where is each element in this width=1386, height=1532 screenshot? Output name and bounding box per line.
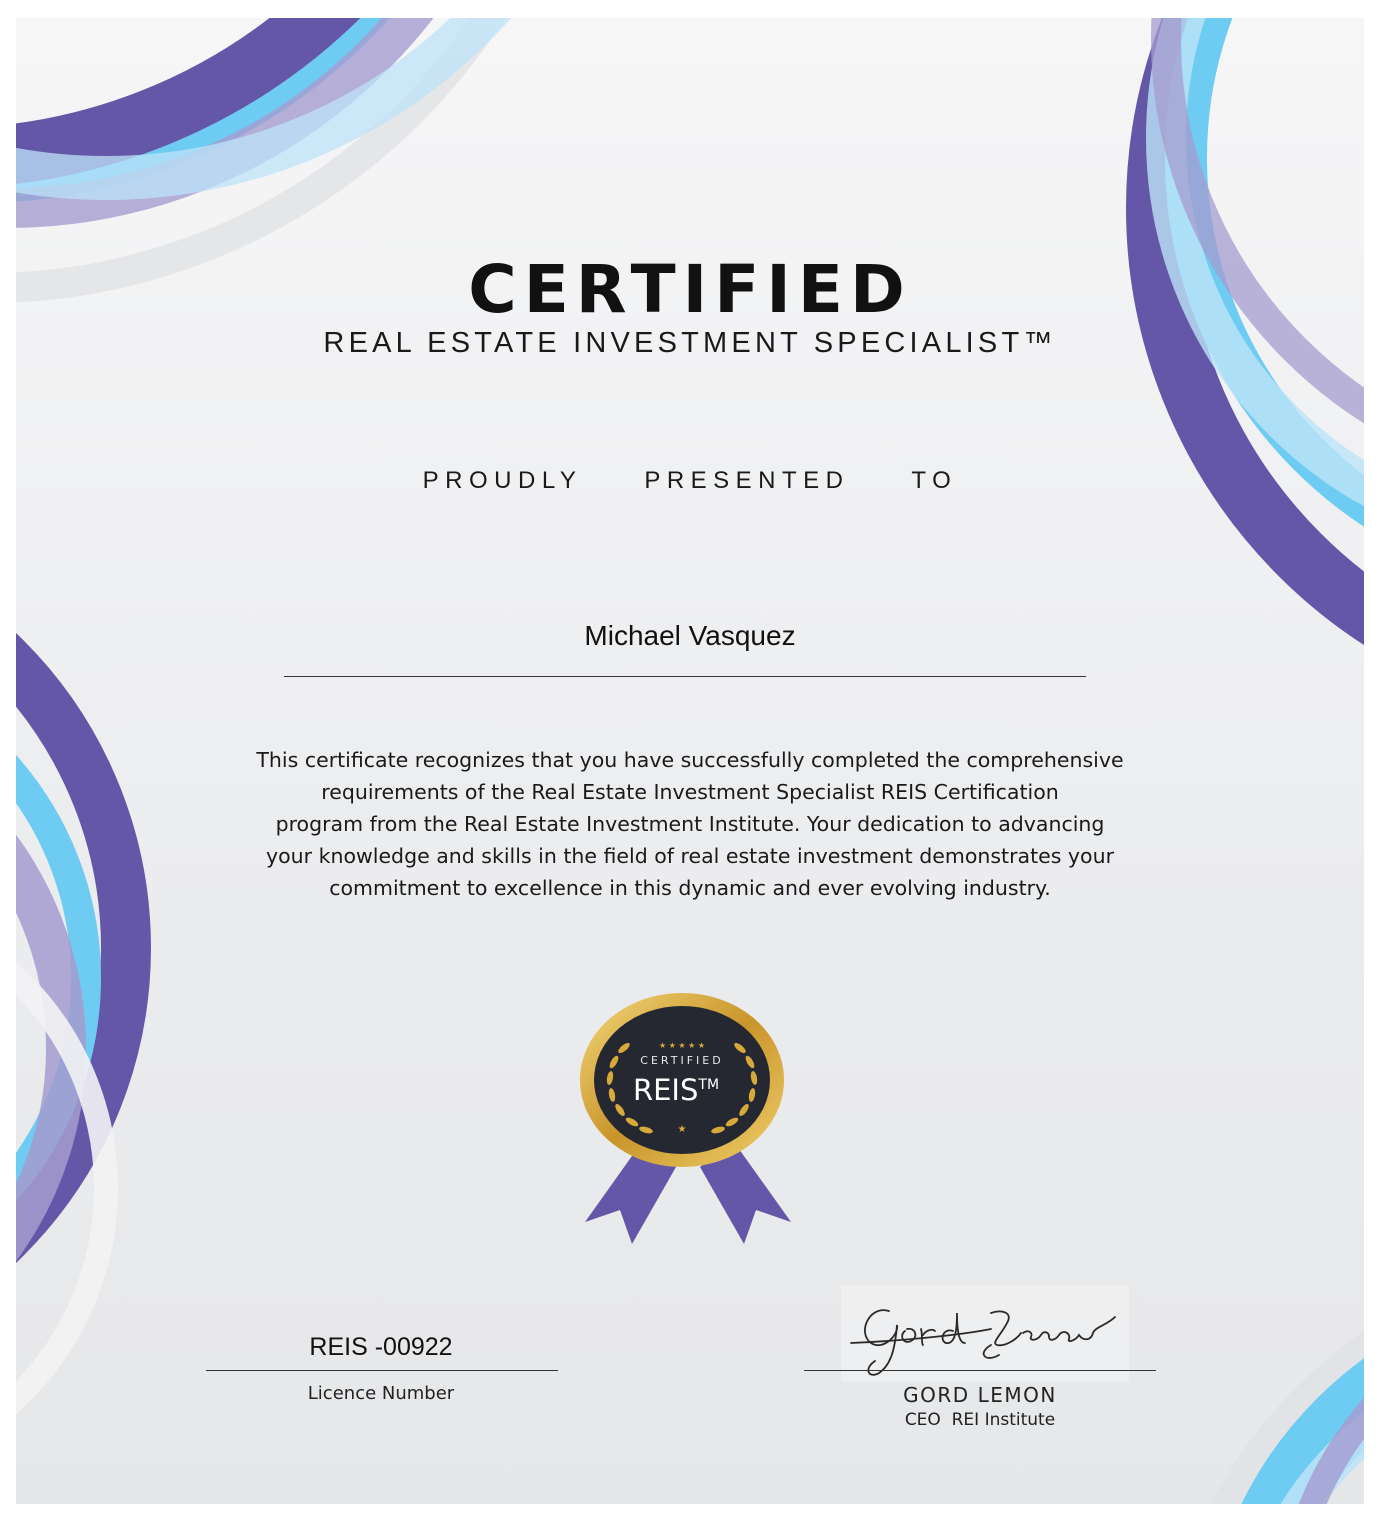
seal-main-text: REIS™ <box>632 1073 720 1107</box>
svg-text:★ ★ ★ ★ ★: ★ ★ ★ ★ ★ <box>658 1041 706 1050</box>
svg-text:★: ★ <box>677 1124 687 1135</box>
signatory-title: CEO REI Institute <box>904 1410 1056 1430</box>
certificate <box>16 18 1364 1504</box>
presented-to-label: PROUDLY PRESENTED TO <box>422 467 958 494</box>
signature <box>841 1283 1131 1383</box>
certificate-body <box>150 744 1230 904</box>
certified-seal <box>572 992 804 1252</box>
certificate-title: CERTIFIED <box>468 251 912 328</box>
recipient-name-line <box>284 676 1086 677</box>
recipient-name: Michael Vasquez <box>584 620 796 651</box>
body-line: This certificate recognizes that you have successfully completed the comprehensive <box>256 748 1124 772</box>
licence-number: REIS -00922 <box>309 1333 453 1361</box>
body-line: your knowledge and skills in the field of real estate investment demonstrates your <box>265 844 1115 868</box>
signatory-name: GORD LEMON <box>903 1383 1057 1407</box>
body-line: requirements of the Real Estate Investment Specialist REIS Certification <box>321 780 1059 804</box>
certificate-subtitle: REAL ESTATE INVESTMENT SPECIALIST™ <box>323 327 1057 359</box>
signature-line <box>804 1370 1156 1371</box>
licence-line <box>206 1370 558 1371</box>
body-line: program from the Real Estate Investment Institute. Your dedication to advancing <box>275 812 1105 836</box>
seal-top-text: CERTIFIED <box>640 1054 724 1067</box>
licence-label: Licence Number <box>307 1383 455 1404</box>
body-line: commitment to excellence in this dynamic and ever evolving industry. <box>329 876 1051 900</box>
